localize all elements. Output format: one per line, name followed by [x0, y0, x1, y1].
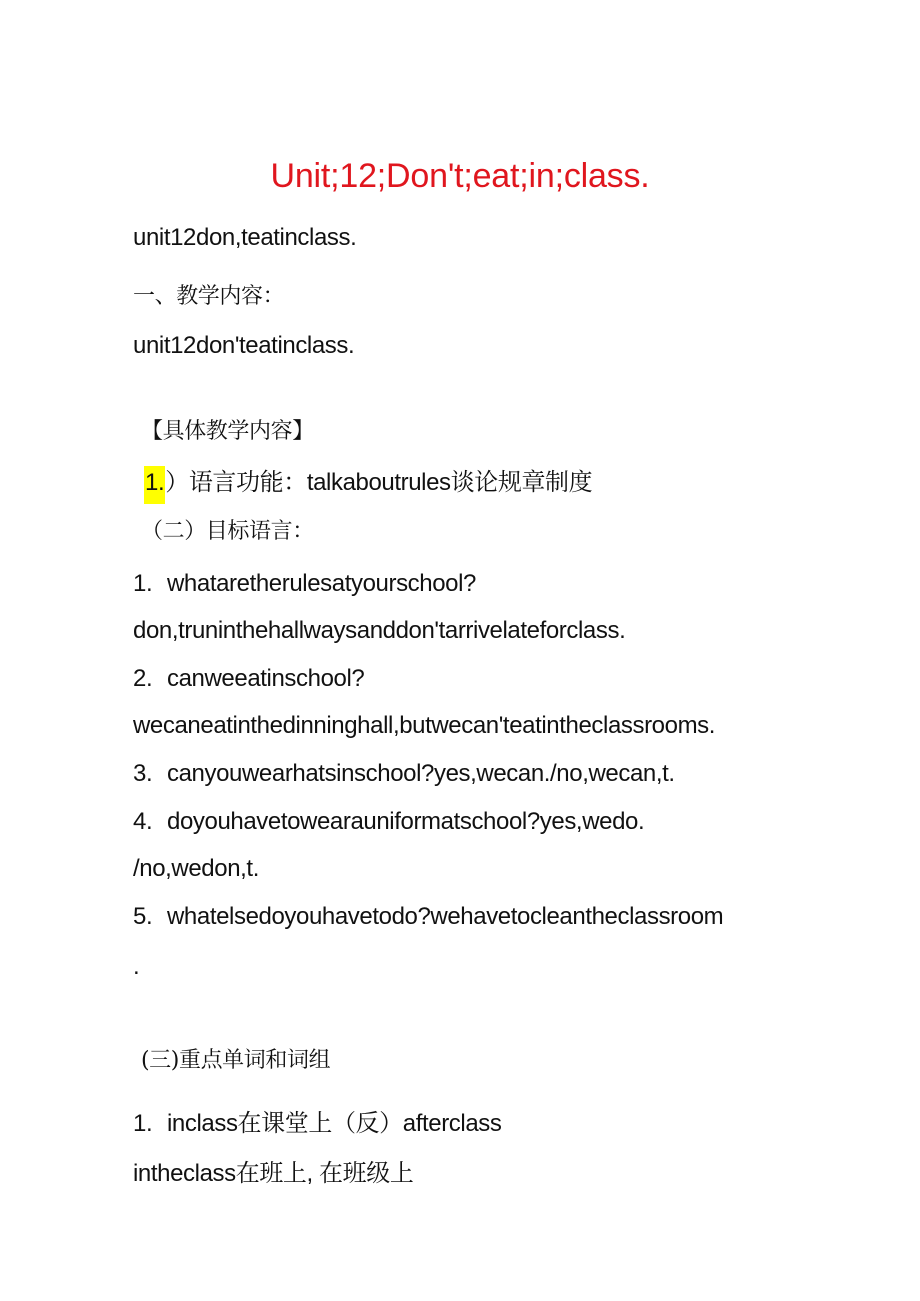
list-number: 3. — [133, 760, 153, 787]
question-3 — [133, 759, 675, 789]
vocab-text: inclass在课堂上（反）afterclass — [167, 1110, 502, 1137]
subtitle: unit12don,teatinclass. — [133, 224, 357, 251]
section3-heading: (三)重点单词和词组 — [141, 1048, 331, 1073]
item1-line — [144, 468, 592, 504]
question-text: whatelsedoyouhavetodo?wehavetocleantheclassroom — [167, 903, 724, 930]
section1-heading: 一、教学内容： — [133, 284, 285, 309]
item1-text: ）语言功能：talkaboutrules谈论规章制度 — [165, 469, 593, 496]
document-title: Unit;12;Don't;eat;in;class. — [270, 157, 650, 195]
question-text: doyouhavetowearauniformatschool?yes,wedo. — [167, 808, 645, 835]
list-number: 1. — [133, 1110, 153, 1137]
list-number: 4. — [133, 808, 153, 835]
question-2 — [133, 664, 364, 694]
question-text: whataretherulesatyourschool? — [167, 570, 476, 597]
section2-heading: （二）目标语言： — [141, 519, 314, 544]
list-number: 1. — [133, 570, 153, 597]
highlighted-number: 1. — [144, 466, 165, 504]
list-number: 5. — [133, 903, 153, 930]
unit-name: unit12don'teatinclass. — [133, 332, 355, 359]
question-text: canyouwearhatsinschool?yes,wecan./no,wecan,t. — [167, 760, 675, 787]
question-text: canweeatinschool? — [167, 665, 365, 692]
question-1 — [133, 569, 476, 599]
answer-2: wecaneatinthedinninghall,butwecan'teatintheclassrooms. — [133, 712, 716, 739]
question-4 — [133, 807, 644, 837]
vocab-2: intheclass在班上, 在班级上 — [133, 1160, 414, 1187]
specific-heading: 【具体教学内容】 — [141, 419, 314, 444]
answer-5: . — [133, 953, 140, 980]
list-number: 2. — [133, 665, 153, 692]
answer-4: /no,wedon,t. — [133, 855, 259, 882]
question-5 — [133, 902, 723, 932]
vocab-1 — [133, 1109, 501, 1139]
answer-1: don,truninthehallwaysanddon'tarrivelateforclass. — [133, 617, 626, 644]
